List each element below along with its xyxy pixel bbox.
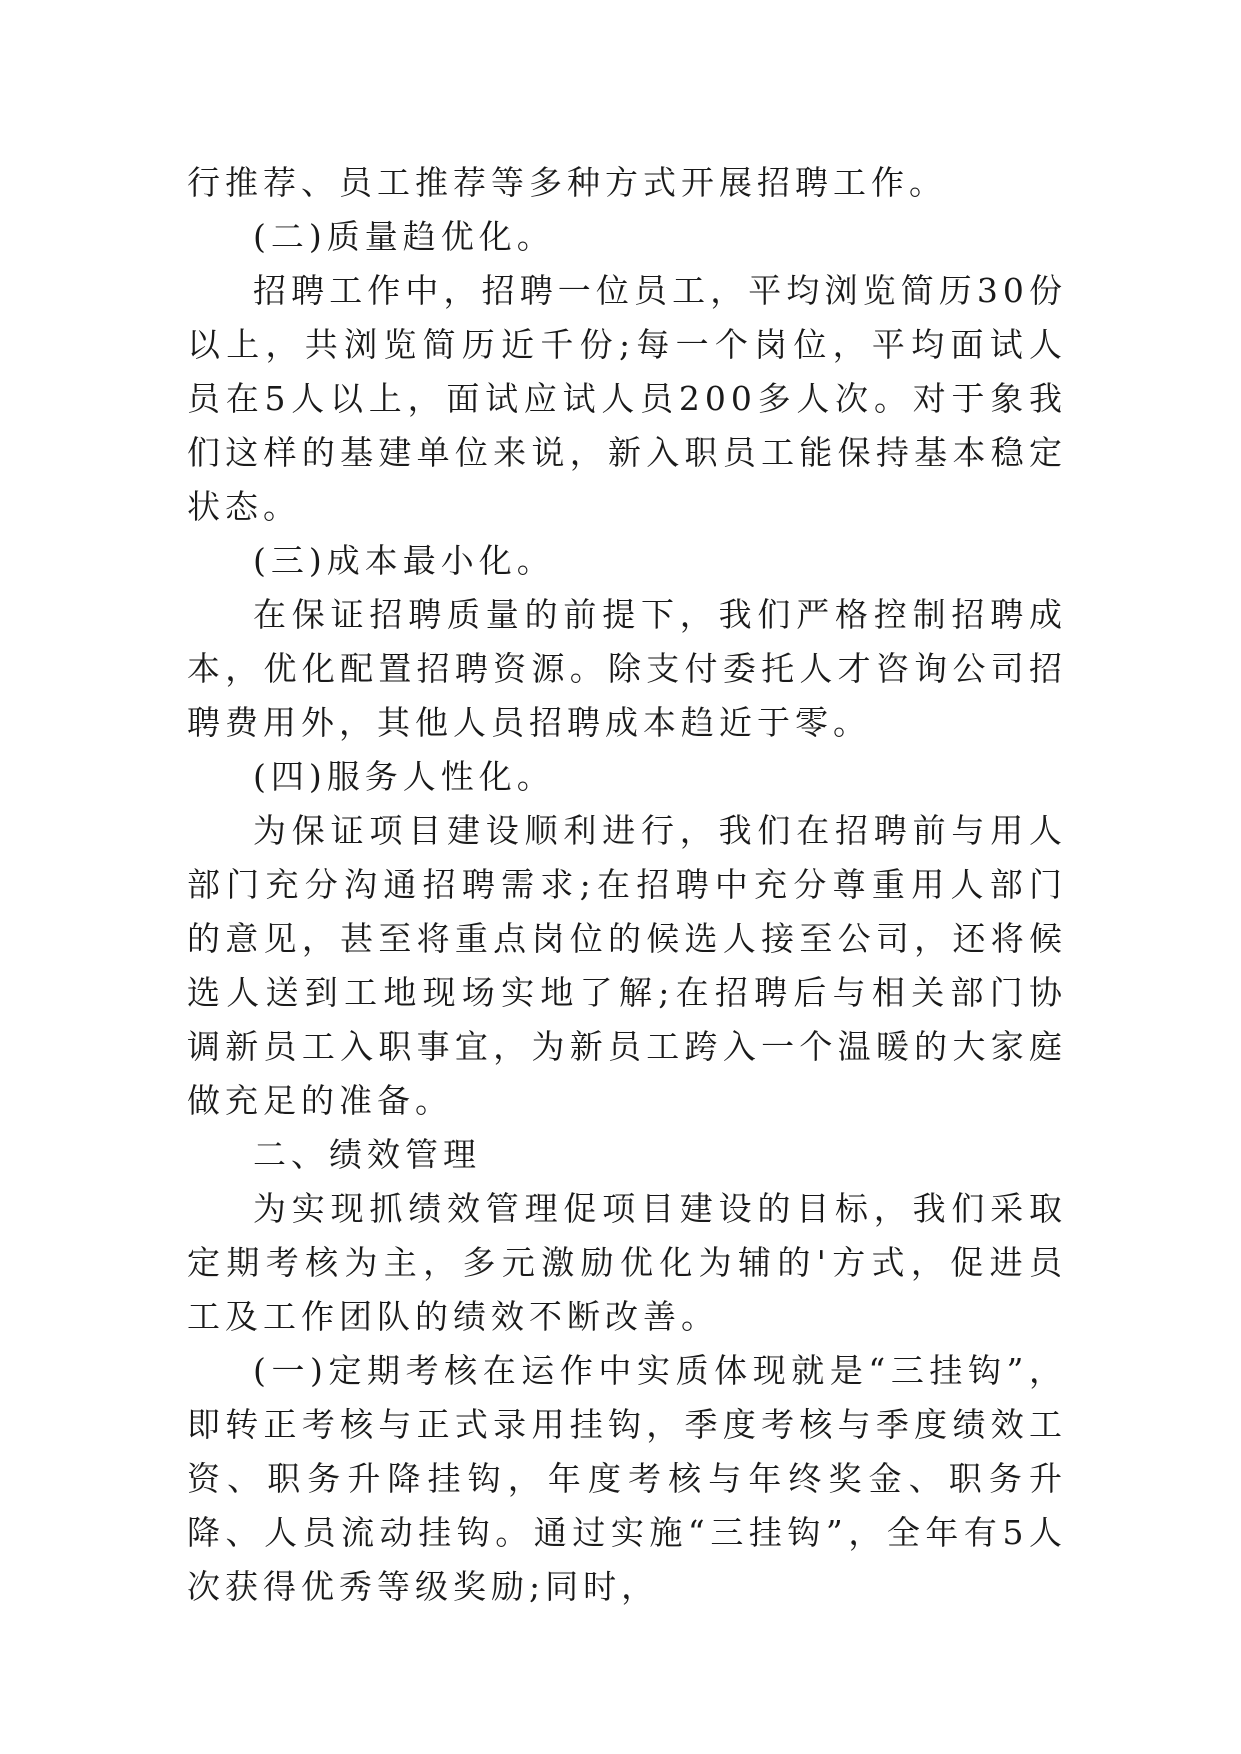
paragraph-continuation: 行推荐、员工推荐等多种方式开展招聘工作。 [187, 163, 947, 202]
document-body [187, 156, 1067, 1614]
subheading-cost: (三)成本最小化。 [253, 541, 555, 580]
subheading-service: (四)服务人性化。 [253, 757, 555, 796]
paragraph-service: 为保证项目建设顺利进行，我们在招聘前与用人部门充分沟通招聘需求;在招聘中充分尊重用人部门的意见，甚至将重点岗位的候选人接至公司，还将候选人送到工地现场实地了解;在招聘后与相关部门协调新员工入职事宜，为新员工跨入一个温暖的大家庭做充足的准备。 [187, 811, 1067, 1120]
subheading-quality: (二)质量趋优化。 [253, 217, 555, 256]
paragraph-performance-intro: 为实现抓绩效管理促项目建设的目标，我们采取定期考核为主，多元激励优化为辅的'方式，促进员工及工作团队的绩效不断改善。 [187, 1189, 1067, 1336]
paragraph-cost: 在保证招聘质量的前提下，我们严格控制招聘成本，优化配置招聘资源。除支付委托人才咨询公司招聘费用外，其他人员招聘成本趋近于零。 [187, 595, 1067, 742]
section-heading-performance: 二、绩效管理 [253, 1135, 481, 1174]
paragraph-quality: 招聘工作中，招聘一位员工，平均浏览简历30份以上，共浏览简历近千份;每一个岗位，平均面试人员在5人以上，面试应试人员200多人次。对于象我们这样的基建单位来说，新入职员工能保持基本稳定状态。 [187, 271, 1067, 526]
paragraph-periodic-assessment: (一)定期考核在运作中实质体现就是“三挂钩”，即转正考核与正式录用挂钩，季度考核与季度绩效工资、职务升降挂钩，年度考核与年终奖金、职务升降、人员流动挂钩。通过实施“三挂钩”，全年有5人次获得优秀等级奖励;同时， [187, 1351, 1067, 1606]
